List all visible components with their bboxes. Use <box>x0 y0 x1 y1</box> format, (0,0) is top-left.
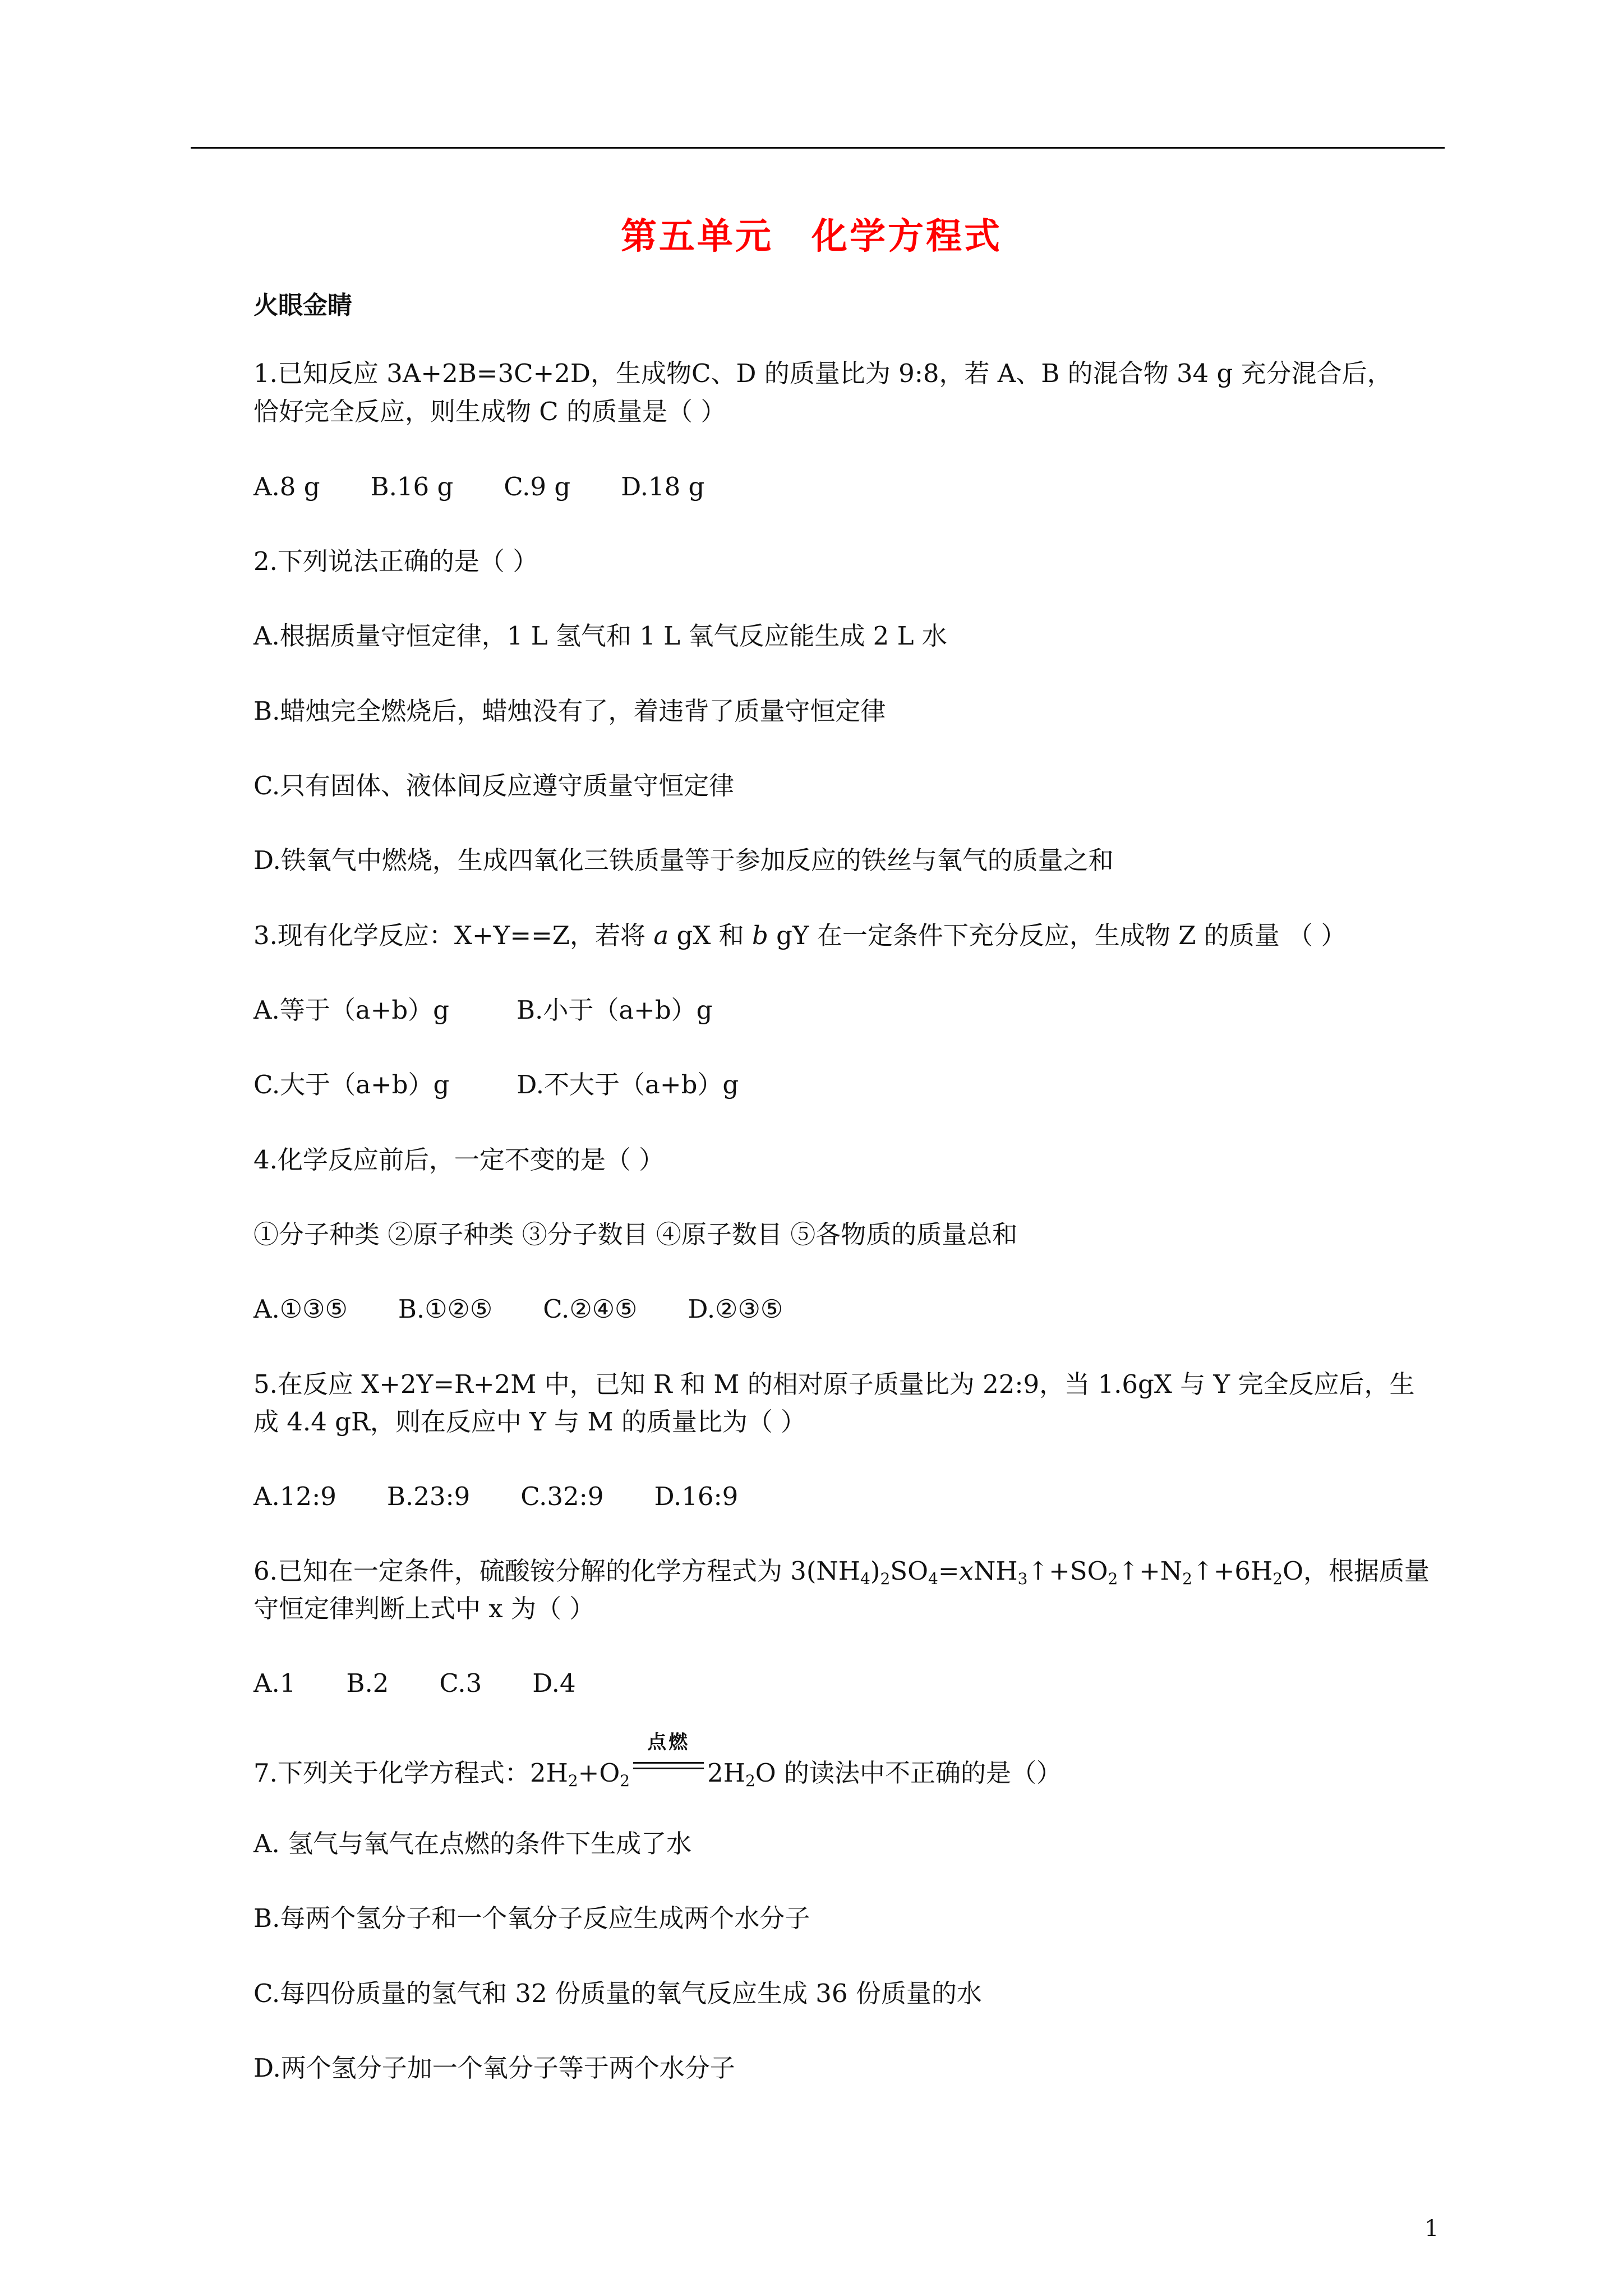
q3-stem-part2: gX 和 <box>668 921 752 950</box>
q7-stem: 7.下列关于化学方程式：$2H_2+O_2$ 点燃 $2H_2O$ 的读法中不正确的是（） <box>253 1731 1062 1790</box>
q3-options-row1 <box>253 997 712 1023</box>
q3-stem-part3: gY 在一定条件下充分反应，生成物 Z 的质量 （ ） <box>768 921 1347 950</box>
condition-label: 点燃 <box>647 1731 690 1754</box>
q6-options: A.1 B.2 C.3 D.4 <box>253 1668 576 1698</box>
q6-stem-post: ，根据质量 <box>1303 1556 1430 1586</box>
q5-options: A.12:9 B.23:9 C.32:9 D.16:9 <box>253 1481 739 1511</box>
q3-option-b: B.小于（a+b）g <box>516 995 713 1025</box>
q2-option-d: D.铁氧气中燃烧，生成四氧化三铁质量等于参加反应的铁丝与氧气的质量之和 <box>253 845 1114 875</box>
q3-stem <box>253 923 1346 948</box>
q7-option-c: C.每四份质量的氢气和 32 份质量的氧气反应生成 36 份质量的水 <box>253 1978 982 2008</box>
q4-stem: 4.化学反应前后，一定不变的是（ ） <box>253 1145 665 1175</box>
q2-option-b: B.蜡烛完全燃烧后，蜡烛没有了，着违背了质量守恒定律 <box>253 696 886 726</box>
q1-stem-line2: 恰好完全反应，则生成物 C 的质量是（ ） <box>253 397 726 426</box>
q6-stem-line2: 守恒定律判断上式中 x 为（ ） <box>253 1594 595 1623</box>
q7-stem-post: O 的读法中不正确的是（） <box>755 1758 1062 1788</box>
q7-option-b: B.每两个氢分子和一个氧分子反应生成两个水分子 <box>253 1903 810 1933</box>
q3-options-row2 <box>253 1072 739 1097</box>
q3-option-d: D.不大于（a+b）g <box>517 1070 739 1099</box>
q1-options: A.8 g B.16 g C.9 g D.18 g <box>253 472 705 501</box>
q3-option-a: A.等于（a+b）g <box>253 995 449 1025</box>
q7-option-a: A. 氢气与氧气在点燃的条件下生成了水 <box>253 1829 692 1858</box>
q6-stem-line1: 6.已知在一定条件，硫酸铵分解的化学方程式为 $3(NH_4)_2SO_4=xNH_3↑+SO_2↑+N_2↑+6H_2O$，根据质量 <box>253 1556 1430 1588</box>
q7-stem-pre: 7.下列关于化学方程式：2H <box>253 1758 568 1788</box>
q2-option-c: C.只有固体、液体间反应遵守质量守恒定律 <box>253 771 735 800</box>
q3-option-c: C.大于（a+b）g <box>253 1070 450 1099</box>
page-number: 1 <box>1424 2216 1439 2242</box>
q4-options: A.①③⑤ B.①②⑤ C.②④⑤ D.②③⑤ <box>253 1294 783 1324</box>
reaction-condition-arrow <box>630 1731 707 1782</box>
page-title: 第五单元 化学方程式 <box>621 215 1002 257</box>
q3-var-b: b <box>751 921 768 950</box>
q2-option-a: A.根据质量守恒定律，1 L 氢气和 1 L 氧气反应能生成 2 L 水 <box>253 621 947 651</box>
q1-stem-line1: 1.已知反应 3A+2B=3C+2D，生成物C、D 的质量比为 9:8，若 A、B 的混合物 34 g 充分混合后， <box>253 358 1393 388</box>
header-rule <box>191 147 1445 149</box>
q3-stem-part1: 3.现有化学反应：X+Y==Z，若将 <box>253 921 654 950</box>
q6-stem-pre: 6.已知在一定条件，硫酸铵分解的化学方程式为 3(NH <box>253 1556 861 1586</box>
q3-var-a: a <box>653 921 669 950</box>
q4-items: ①分子种类 ②原子种类 ③分子数目 ④原子数目 ⑤各物质的质量总和 <box>253 1220 1018 1249</box>
q2-stem: 2.下列说法正确的是（ ） <box>253 546 538 576</box>
q5-stem-line2: 成 4.4 gR，则在反应中 Y 与 M 的质量比为（ ） <box>253 1407 806 1437</box>
q7-option-d: D.两个氢分子加一个氧分子等于两个水分子 <box>253 2053 735 2083</box>
q5-stem-line1: 5.在反应 X+2Y=R+2M 中，已知 R 和 M 的相对原子质量比为 22:9，当 1.6gX 与 Y 完全反应后，生 <box>253 1369 1415 1399</box>
section-heading: 火眼金睛 <box>253 291 352 320</box>
